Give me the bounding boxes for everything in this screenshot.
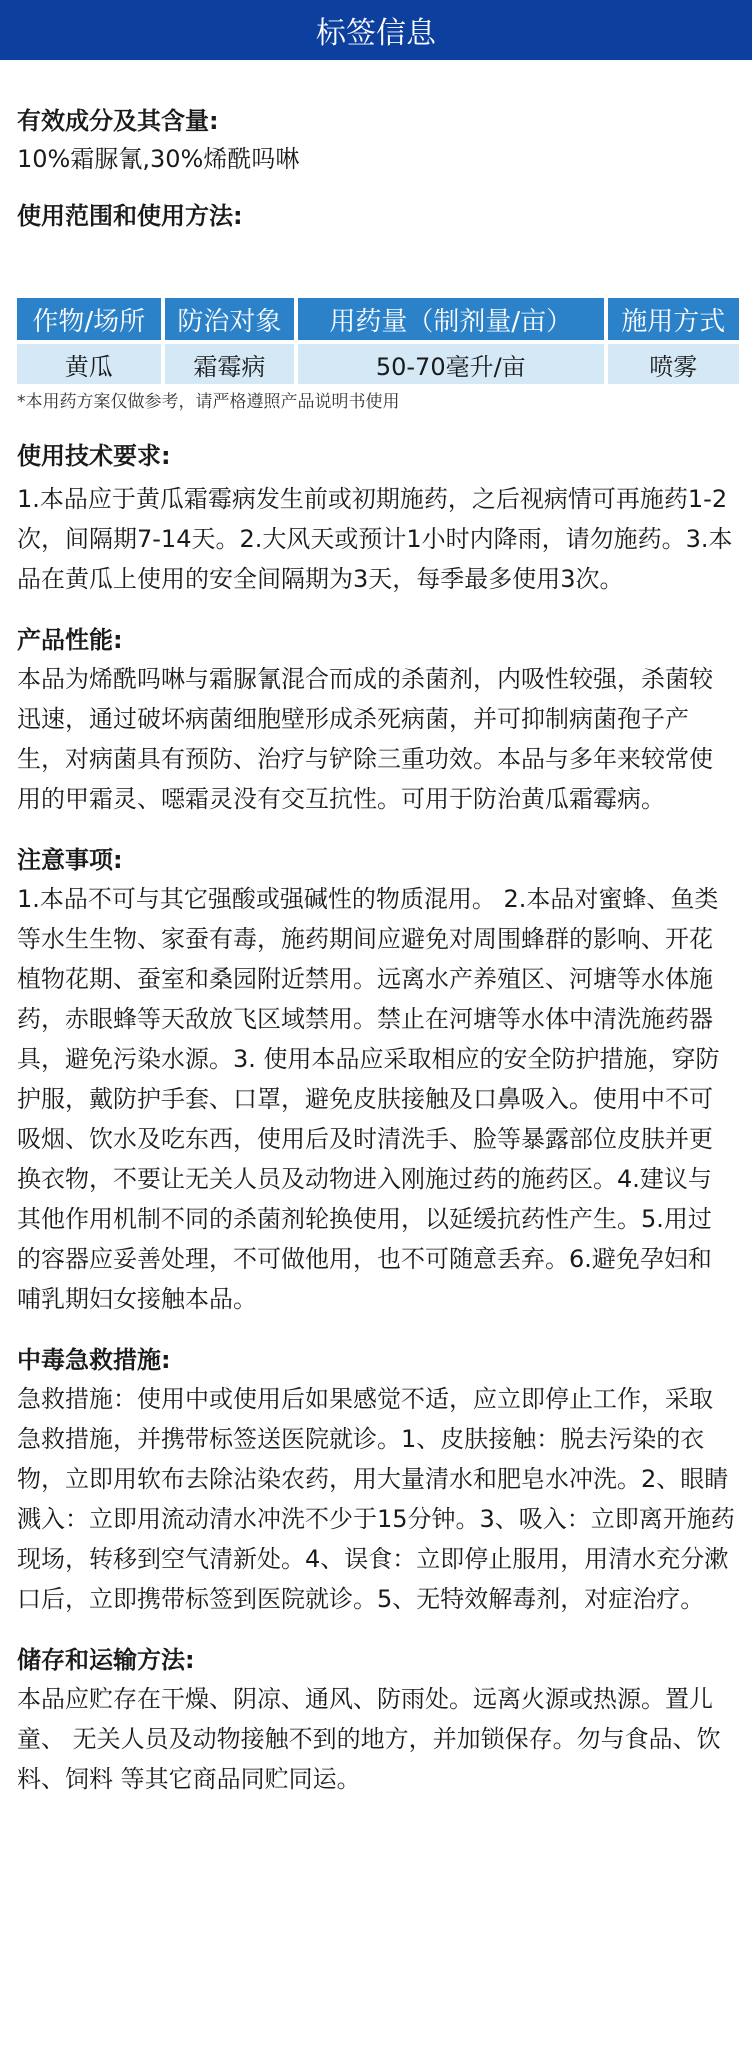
- header-dosage: 用药量（制剂量/亩）: [298, 298, 603, 340]
- section-title-precautions: 注意事项:: [17, 846, 123, 874]
- section-body-technical: 1.本品应于黄瓜霜霉病发生前或初期施药，之后视病情可再施药1-2次，间隔期7-14天。2.大风天或预计1小时内降雨，请勿施药。3.本品在黄瓜上使用的安全间隔期为3天，每季最多使用3次。: [17, 485, 733, 593]
- page-title: 标签信息: [316, 16, 436, 51]
- section-title-ingredients: 有效成分及其含量:: [17, 107, 219, 135]
- table-row: [17, 344, 739, 384]
- section-technical: [17, 439, 735, 599]
- cell-target: 霜霉病: [165, 344, 294, 384]
- label-content: [0, 104, 752, 1799]
- section-ingredients: [17, 104, 735, 176]
- section-title-performance: 产品性能:: [17, 626, 123, 654]
- section-title-storage: 储存和运输方法:: [17, 1646, 195, 1674]
- section-storage: [17, 1643, 735, 1799]
- section-body-performance: 本品为烯酰吗啉与霜脲氰混合而成的杀菌剂，内吸性较强，杀菌较迅速，通过破坏病菌细胞壁形成杀死病菌，并可抑制病菌孢子产生，对病菌具有预防、治疗与铲除三重功效。本品与多年来较常使用的甲霜灵、噁霜灵没有交互抗性。可用于防治黄瓜霜霉病。: [17, 665, 713, 813]
- section-precautions: [17, 843, 735, 1319]
- usage-table: [13, 294, 743, 388]
- section-first-aid: [17, 1343, 735, 1619]
- section-body-ingredients: 10%霜脲氰,30%烯酰吗啉: [17, 145, 300, 173]
- section-body-first-aid: 急救措施：使用中或使用后如果感觉不适，应立即停止工作，采取急救措施，并携带标签送医院就诊。1、皮肤接触：脱去污染的衣物，立即用软布去除沾染农药，用大量清水和肥皂水冲洗。2、眼睛溅入：立即用流动清水冲洗不少于15分钟。3、吸入：立即离开施药现场，转移到空气清新处。4、误食：立即停止服用，用清水充分漱口后，立即携带标签到医院就诊。5、无特效解毒剂，对症治疗。: [17, 1385, 735, 1613]
- usage-table-header-row: [17, 298, 739, 340]
- section-usage: [17, 199, 735, 414]
- section-title-first-aid: 中毒急救措施:: [17, 1346, 171, 1374]
- section-body-precautions: 1.本品不可与其它强酸或强碱性的物质混用。 2.本品对蜜蜂、鱼类等水生生物、家蚕有毒，施药期间应避免对周围蜂群的影响、开花植物花期、蚕室和桑园附近禁用。远离水产养殖区、河塘等水体施药，赤眼蜂等天敌放飞区域禁用。禁止在河塘等水体中清洗施药器具，避免污染水源。3. 使用本品应采取相应的安全防护措施，穿防护服，戴防护手套、口罩，避免皮肤接触及口鼻吸入。使用中不可吸烟、饮水及吃东西，使用后及时清洗手、脸等暴露部位皮肤并更换衣物，不要让无关人员及动物进入刚施过药的施药区。4.建议与其他作用机制不同的杀菌剂轮换使用，以延缓抗药性产生。5.用过的容器应妥善处理，不可做他用，也不可随意丢弃。6.避免孕妇和哺乳期妇女接触本品。: [17, 885, 720, 1313]
- header-method: 施用方式: [608, 298, 740, 340]
- header-target: 防治对象: [165, 298, 294, 340]
- header-crop: 作物/场所: [17, 298, 161, 340]
- cell-dosage: 50-70毫升/亩: [298, 344, 603, 384]
- section-performance: [17, 623, 735, 819]
- section-body-storage: 本品应贮存在干燥、阴凉、通风、防雨处。远离火源或热源。置儿童、 无关人员及动物接触不到的地方，并加锁保存。勿与食品、饮料、饲料 等其它商品同贮同运。: [17, 1685, 721, 1793]
- section-title-technical: 使用技术要求:: [17, 442, 171, 470]
- page-header: [0, 0, 752, 60]
- cell-method: 喷雾: [608, 344, 740, 384]
- section-title-usage: 使用范围和使用方法:: [17, 202, 243, 230]
- cell-crop: 黄瓜: [17, 344, 161, 384]
- usage-note: *本用药方案仅做参考，请严格遵照产品说明书使用: [17, 392, 400, 412]
